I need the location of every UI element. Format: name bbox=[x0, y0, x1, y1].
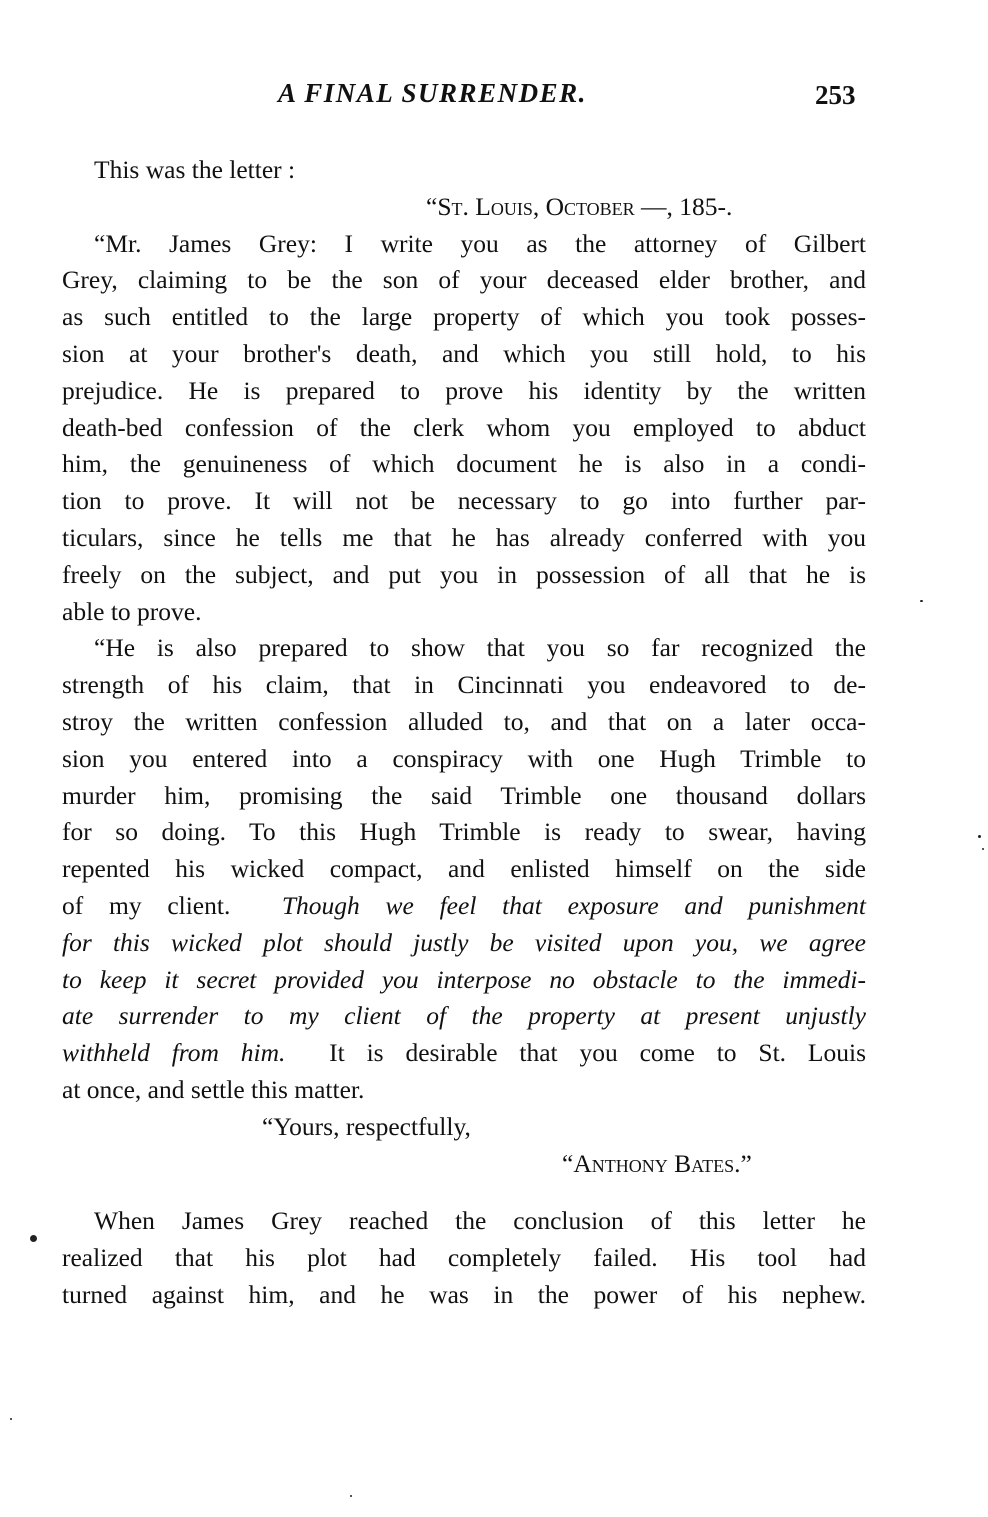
letter-line: Grey, claiming to be the son of your deceased elder brother, and bbox=[62, 265, 866, 295]
page-number: 253 bbox=[815, 80, 856, 110]
letter-line: as such entitled to the large property of which you took posses- bbox=[62, 302, 866, 332]
running-title: A FINAL SURRENDER. bbox=[278, 78, 587, 108]
letter-line: “He is also prepared to show that you so far recognized the bbox=[94, 633, 866, 663]
scan-speck bbox=[920, 600, 923, 602]
paragraph-line: realized that his plot had completely failed. His tool had bbox=[62, 1242, 866, 1272]
letter-line: stroy the written confession alluded to, and that on a later occa- bbox=[62, 706, 866, 736]
intro-line: This was the letter : bbox=[94, 155, 296, 184]
letter-line: able to prove. bbox=[62, 596, 202, 626]
italic-line: to keep it secret provided you interpose no obstacle to the immedi- bbox=[62, 964, 866, 994]
letter-line: prejudice. He is prepared to prove his identity by the written bbox=[62, 375, 866, 405]
letter-line-mixed bbox=[62, 888, 866, 925]
italic-text: withheld from him. bbox=[62, 1038, 286, 1068]
scan-speck bbox=[978, 835, 981, 838]
italic-text: Though we feel that exposure and punishment bbox=[281, 890, 866, 920]
letter-line: sion at your brother's death, and which you still hold, to his bbox=[62, 338, 866, 368]
letter-line: repented his wicked compact, and enlisted himself on the side bbox=[62, 854, 866, 884]
letter-line: him, the genuineness of which document he is also in a condi- bbox=[62, 449, 866, 479]
letter-line: sion you entered into a conspiracy with one Hugh Trimble to bbox=[62, 743, 866, 773]
letter-section bbox=[62, 152, 866, 1182]
paragraph-line: turned against him, and he was in the power of his nephew. bbox=[62, 1279, 866, 1309]
roman-text: of my client. bbox=[62, 890, 231, 920]
scan-speck bbox=[30, 1235, 37, 1242]
italic-line: for this wicked plot should justly be visited upon you, we agree bbox=[62, 927, 866, 957]
letter-line: strength of his claim, that in Cincinnati you endeavored to de- bbox=[62, 670, 866, 700]
letter-line: at once, and settle this matter. bbox=[62, 1074, 365, 1104]
scan-speck bbox=[10, 1418, 12, 1420]
letter-line-mixed bbox=[62, 1035, 866, 1072]
letter-line: freely on the subject, and put you in possession of all that he is bbox=[62, 559, 866, 589]
letter-line: murder him, promising the said Trimble one thousand dollars bbox=[62, 780, 866, 810]
narrative-paragraph bbox=[62, 1200, 866, 1310]
letter-closing: “Yours, respectfully, bbox=[262, 1111, 471, 1141]
letter-line: ticulars, since he tells me that he has already conferred with you bbox=[62, 522, 866, 552]
roman-text: It is desirable that you come to St. Louis bbox=[329, 1038, 866, 1068]
scan-speck bbox=[982, 848, 984, 850]
italic-line: ate surrender to my client of the property at present unjustly bbox=[62, 1001, 866, 1031]
paragraph-line: When James Grey reached the conclusion of this letter he bbox=[94, 1206, 866, 1235]
letter-signature: “Anthony Bates.” bbox=[562, 1148, 752, 1178]
letter-dateline: “St. Louis, October —, 185-. bbox=[426, 191, 733, 221]
letter-line: death-bed confession of the clerk whom you employed to abduct bbox=[62, 412, 866, 442]
page-header bbox=[0, 78, 988, 118]
letter-line: tion to prove. It will not be necessary to go into further par- bbox=[62, 486, 866, 516]
letter-line: for so doing. To this Hugh Trimble is ready to swear, having bbox=[62, 817, 866, 847]
scan-speck bbox=[350, 1495, 352, 1497]
letter-line: “Mr. James Grey: I write you as the attorney of Gilbert bbox=[94, 228, 866, 258]
